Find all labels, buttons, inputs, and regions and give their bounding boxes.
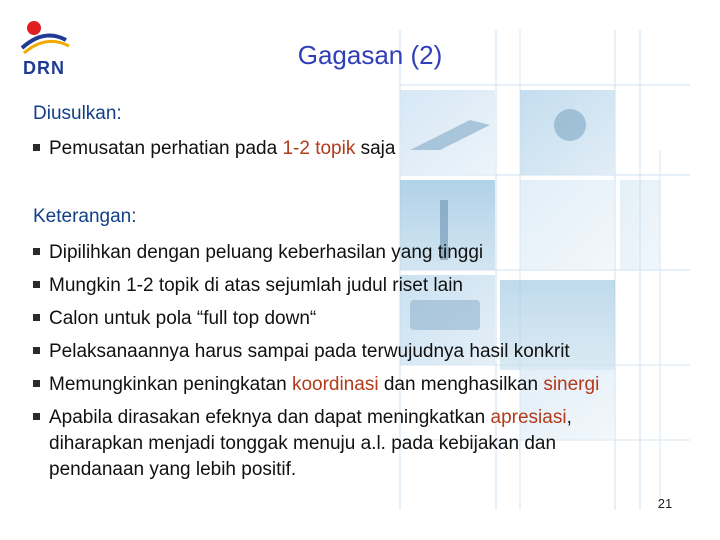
- highlight-topic: 1-2 topik: [282, 138, 356, 159]
- bullet-text-part: Apabila dirasakan efeknya dan dapat meningkatkan: [49, 407, 491, 428]
- highlight-appreciation: apresiasi: [490, 407, 567, 428]
- bullet-marker: [33, 314, 40, 321]
- bullet-line-2: diharapkan menjadi tonggak menuju a.l. pada kebijakan dan: [49, 433, 557, 454]
- drn-logo: [14, 18, 74, 80]
- bullet-marker: [33, 144, 40, 151]
- bullet-marker: [33, 347, 40, 354]
- logo-swoosh-icon: [14, 18, 74, 58]
- bullet-line-1: [49, 405, 689, 431]
- bullet-text: Mungkin 1-2 topik di atas sejumlah judul riset lain: [49, 275, 463, 296]
- bullet-text-part: ,: [566, 407, 572, 428]
- bullet-marker: [33, 248, 40, 255]
- highlight-synergy: sinergi: [543, 374, 600, 395]
- logo-text: DRN: [23, 58, 65, 78]
- bullet-text-part: Memungkinkan peningkatan: [49, 374, 292, 395]
- bullet-text-part: saja: [355, 138, 396, 159]
- section-heading-notes: Keterangan:: [33, 206, 137, 227]
- slide-title: Gagasan (2): [297, 40, 443, 70]
- bullet-text: Pelaksanaannya harus sampai pada terwujudnya hasil konkrit: [49, 341, 570, 362]
- bullet-text: [49, 372, 689, 398]
- bullet-marker: [33, 413, 40, 420]
- bullet-text-part: dan menghasilkan: [378, 374, 544, 395]
- bullet-text: [49, 136, 689, 162]
- bullet-text: Calon untuk pola “full top down“: [49, 308, 317, 329]
- section-heading-proposed: Diusulkan:: [33, 103, 122, 124]
- bullet-marker: [33, 281, 40, 288]
- page-number: 21: [657, 496, 673, 511]
- bullet-marker: [33, 380, 40, 387]
- highlight-coordination: koordinasi: [291, 374, 379, 395]
- bullet-text: [49, 405, 689, 483]
- bullet-text-part: Pemusatan perhatian pada: [49, 138, 283, 159]
- bullet-text: Dipilihkan dengan peluang keberhasilan yang tinggi: [49, 242, 484, 263]
- bullet-line-3: pendanaan yang lebih positif.: [49, 459, 297, 480]
